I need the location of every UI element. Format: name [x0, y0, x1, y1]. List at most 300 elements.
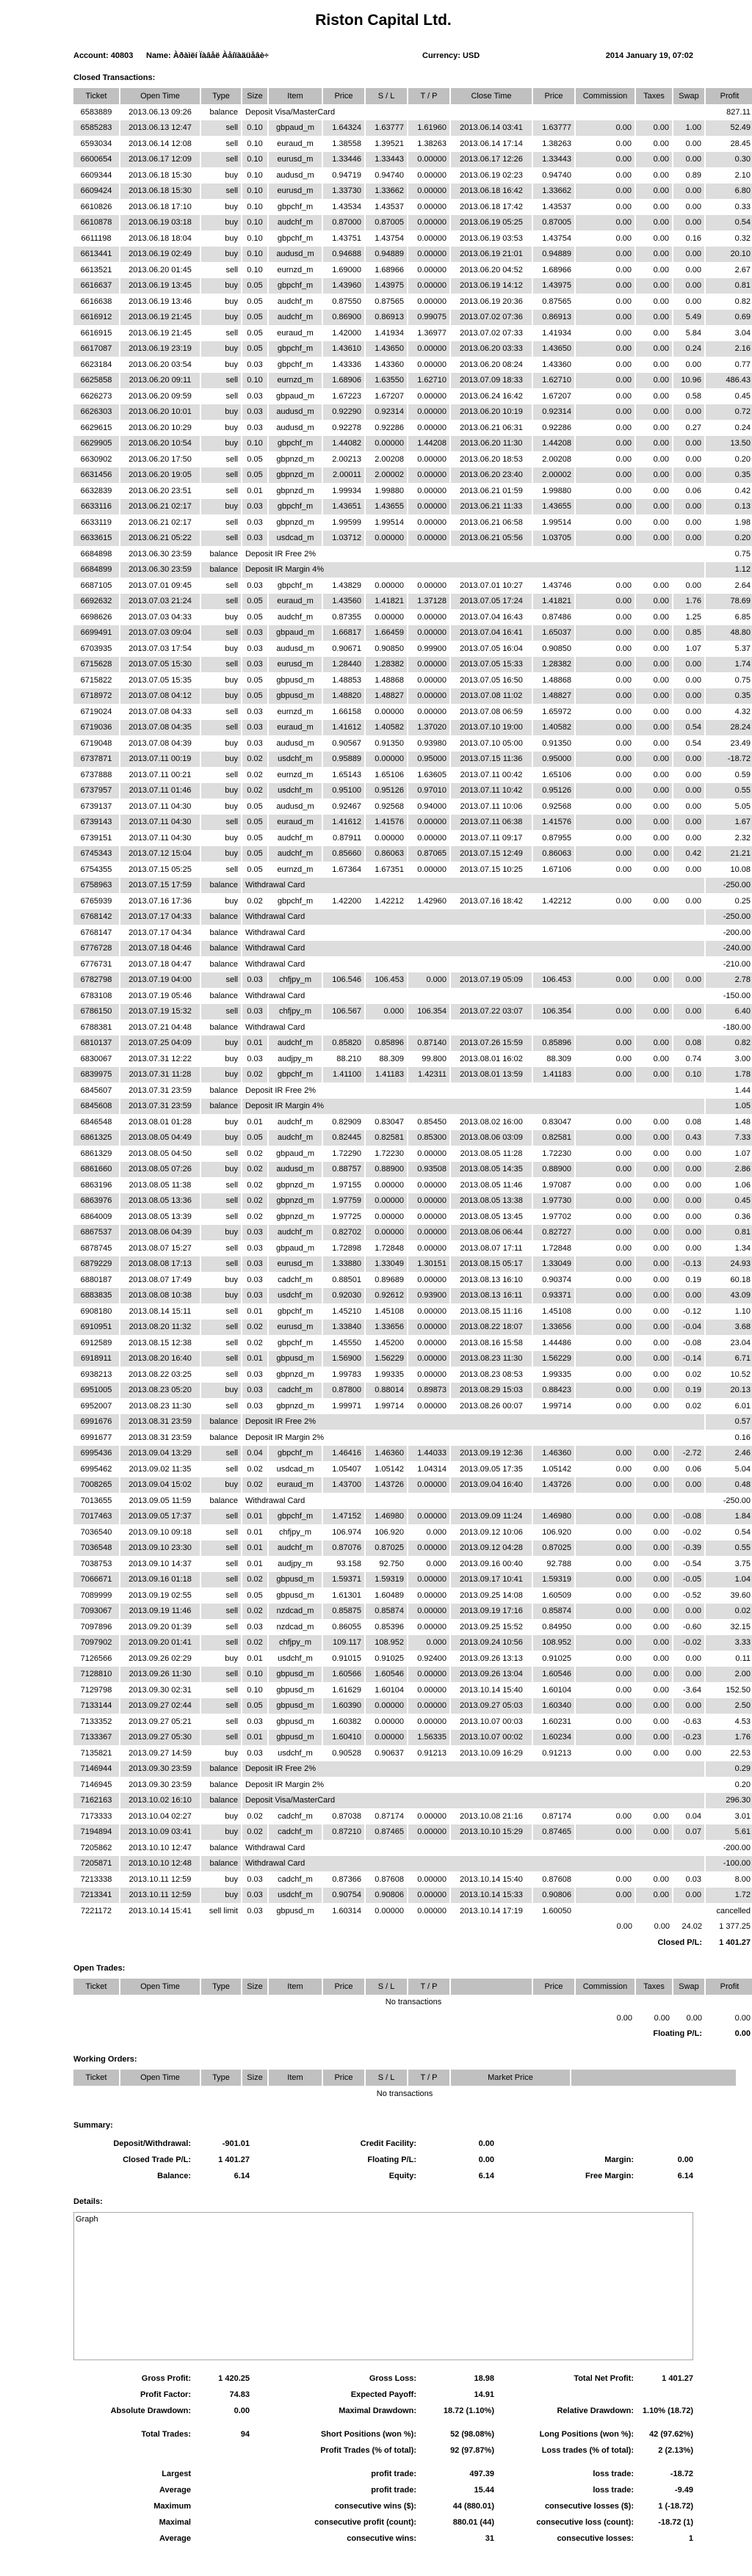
cell-swap: 0.06: [673, 483, 705, 499]
cell-item: gbpchf_m: [268, 230, 322, 247]
cell-close-price: 1.60231: [532, 1714, 575, 1730]
cell-profit: 1.06: [734, 1180, 751, 1190]
cell-profit: -250.00: [705, 878, 752, 894]
cell-open-price: 1.72898: [322, 1240, 365, 1256]
cell-open-time: 2013.10.11 12:59: [120, 1871, 200, 1888]
cell-size: 0.04: [242, 1446, 268, 1462]
cell-ticket: 6878745: [73, 1240, 120, 1256]
cell-commission: 0.00: [575, 325, 635, 341]
cell-description: Deposit IR Margin 2%: [242, 1430, 705, 1446]
stat-label: Relative Drawdown:: [557, 2406, 634, 2415]
cell-swap: 1.76: [673, 594, 705, 610]
cell-swap: 0.58: [673, 388, 705, 404]
cell-open-time: 2013.08.31 23:59: [120, 1430, 200, 1446]
cell-type: buy: [200, 1824, 242, 1841]
cell-item: eurusd_m: [268, 1320, 322, 1336]
column-header: Swap: [673, 88, 705, 104]
cell-sl: 0.90850: [365, 641, 408, 657]
cell-close-time: 2013.09.26 13:13: [450, 1651, 532, 1667]
cell-taxes: 0.00: [635, 404, 673, 421]
cell-taxes: 0.00: [635, 294, 673, 310]
cell-swap: 0.02: [673, 1367, 705, 1383]
cell-type: sell: [200, 1524, 242, 1540]
cell-commission: 0.00: [575, 1067, 635, 1083]
cell-taxes: 0.00: [635, 167, 673, 183]
cell-tp: 0.99075: [408, 310, 450, 326]
cell-taxes: 0.00: [635, 420, 673, 436]
stat-value: 18.72 (1.10%): [443, 2406, 494, 2415]
cell-commission: 0.00: [575, 735, 635, 752]
trade-row: [73, 1903, 752, 1919]
cell-commission: 0.00: [575, 1714, 635, 1730]
cell-ticket: 6938213: [73, 1367, 120, 1383]
cell-close-time: 2013.06.19 20:36: [450, 294, 532, 310]
cell-ticket: 7221172: [73, 1903, 120, 1919]
cell-open-time: 2013.07.03 21:24: [120, 594, 200, 610]
cell-sl: 106.453: [365, 972, 408, 989]
cell-profit: 52.49: [705, 120, 752, 137]
cell-ticket: 6912589: [73, 1335, 120, 1351]
cell-type: sell: [200, 467, 242, 484]
cell-ticket: 6610878: [73, 215, 120, 231]
trade-row: [73, 294, 752, 310]
stat-value: 52 (98.08%): [450, 2429, 494, 2439]
cell-ticket: 6739151: [73, 830, 120, 846]
cell-close-price: 0.82727: [532, 1225, 575, 1241]
cell-close-time: 2013.07.19 05:09: [450, 972, 532, 989]
cell-close-price: 1.28382: [532, 657, 575, 673]
cell-commission: 0.00: [575, 483, 635, 499]
trade-row: [73, 1446, 752, 1462]
cell-size: 0.10: [242, 1682, 268, 1698]
balance-row: [73, 104, 752, 120]
balance-graph: [73, 2212, 693, 2360]
cell-sl: 0.000: [365, 1004, 408, 1020]
cell-close-price: 108.952: [532, 1635, 575, 1651]
cell-item: gbpusd_m: [268, 1587, 322, 1604]
cell-open-price: 1.68906: [322, 373, 365, 389]
cell-taxes: 0.00: [635, 373, 673, 389]
cell-tp: 0.00000: [408, 1367, 450, 1383]
cell-tp: 0.00000: [408, 1888, 450, 1904]
trade-row: [73, 735, 752, 752]
cell-type: sell: [200, 1367, 242, 1383]
cell-open-time: 2013.09.19 02:55: [120, 1587, 200, 1604]
cell-ticket: 6863196: [73, 1177, 120, 1193]
cell-open-time: 2013.06.20 03:54: [120, 357, 200, 373]
cell-type: buy: [200, 1225, 242, 1241]
stat-value: [634, 2136, 693, 2152]
cell-description: Withdrawal Card: [242, 988, 705, 1004]
cell-profit: 5.61: [705, 1824, 752, 1841]
cell-ticket: 6684899: [73, 562, 120, 578]
cell-open-time: 2013.09.05 11:59: [120, 1493, 200, 1509]
cell-profit: -240.00: [705, 941, 752, 957]
cell-ticket: 6715822: [73, 672, 120, 688]
cell-type: balance: [200, 1099, 242, 1115]
cell-ticket: 6768142: [73, 909, 120, 925]
cell-item: cadchf_m: [268, 1871, 322, 1888]
cell-open-time: 2013.07.16 17:36: [120, 893, 200, 909]
cell-type: sell: [200, 1667, 242, 1683]
cell-taxes: 0.00: [635, 830, 673, 846]
cell-close-time: 2013.09.24 10:56: [450, 1635, 532, 1651]
cell-close-price: 1.99880: [532, 483, 575, 499]
cell-ticket: 6633119: [73, 514, 120, 531]
cell-tp: 0.93980: [408, 735, 450, 752]
cell-taxes: 0.00: [635, 609, 673, 625]
cell-swap: 0.00: [673, 294, 705, 310]
total-commission: 0.00: [575, 1919, 635, 1935]
cell-type: sell: [200, 1256, 242, 1273]
cell-close-time: 2013.07.15 12:49: [450, 846, 532, 862]
cell-sl: 0.00000: [365, 1903, 408, 1919]
cell-open-time: 2013.07.03 09:04: [120, 625, 200, 641]
cell-taxes: 0.00: [635, 1556, 673, 1572]
cell-type: sell: [200, 1572, 242, 1588]
cell-ticket: 6616637: [73, 278, 120, 294]
stat-value: 1: [688, 2533, 693, 2543]
cell-open-time: 2013.09.20 01:41: [120, 1635, 200, 1651]
cell-size: 0.01: [242, 1351, 268, 1367]
cell-item: gbpusd_m: [268, 672, 322, 688]
closed-transactions-label: Closed Transactions:: [73, 73, 156, 82]
cell-tp: 1.44208: [408, 436, 450, 452]
cell-close-time: 2013.08.06 06:44: [450, 1225, 532, 1241]
cell-sl: 1.60546: [365, 1667, 408, 1683]
cell-ticket: 7038753: [73, 1556, 120, 1572]
cell-ticket: 6739137: [73, 798, 120, 815]
column-header: Item: [268, 88, 322, 104]
cell-commission: 0.00: [575, 1162, 635, 1178]
cell-swap: 5.84: [673, 325, 705, 341]
cell-sl: 1.56229: [365, 1351, 408, 1367]
cell-swap: 0.00: [673, 199, 705, 215]
cell-sl: 1.43650: [365, 341, 408, 357]
cell-close-time: 2013.08.13 16:11: [450, 1288, 532, 1304]
cell-sl: 0.85396: [365, 1619, 408, 1635]
cell-item: gbpaud_m: [268, 120, 322, 137]
trade-row: [73, 1540, 752, 1557]
cell-swap: 0.00: [673, 688, 705, 705]
closed-pl-row: [73, 1935, 752, 1951]
cell-profit: 43.09: [705, 1288, 752, 1304]
cell-open-price: 1.99599: [322, 514, 365, 531]
cell-profit: 0.36: [734, 1212, 751, 1221]
cell-swap: 0.00: [673, 578, 705, 594]
cell-taxes: 0.00: [635, 341, 673, 357]
cell-type: sell: [200, 1193, 242, 1209]
cell-item: gbpaud_m: [268, 625, 322, 641]
cell-size: 0.05: [242, 672, 268, 688]
cell-type: sell: [200, 120, 242, 137]
cell-taxes: 0.00: [635, 451, 673, 467]
cell-tp: 0.00000: [408, 1351, 450, 1367]
cell-ticket: 6715628: [73, 657, 120, 673]
cell-ticket: 6629615: [73, 420, 120, 436]
closed-pl-value: 1 401.27: [705, 1935, 752, 1951]
trade-row: [73, 1303, 752, 1320]
cell-profit: 4.32: [734, 707, 751, 716]
cell-size: 0.02: [242, 752, 268, 768]
cell-open-time: 2013.09.20 01:39: [120, 1619, 200, 1635]
cell-size: 0.03: [242, 357, 268, 373]
cell-close-time: 2013.08.16 15:58: [450, 1335, 532, 1351]
stat-label: Floating P/L:: [367, 2155, 416, 2164]
stat-value: 42 (97.62%): [649, 2429, 693, 2439]
cell-open-time: 2013.09.30 02:31: [120, 1682, 200, 1698]
working-no-transactions-row: [73, 2086, 736, 2102]
cell-tp: 0.00000: [408, 1335, 450, 1351]
cell-commission: 0.00: [575, 578, 635, 594]
cell-open-time: 2013.08.08 10:38: [120, 1288, 200, 1304]
cell-profit: 3.01: [734, 1811, 751, 1821]
cell-close-price: 0.94889: [532, 247, 575, 263]
cell-profit: 0.20: [705, 531, 752, 547]
cell-swap: 0.00: [673, 451, 705, 467]
cell-swap: 0.00: [673, 404, 705, 421]
cell-size: 0.10: [242, 1667, 268, 1683]
cell-open-time: 2013.09.02 11:35: [120, 1461, 200, 1477]
cell-close-price: 2.00208: [532, 451, 575, 467]
cell-commission: 0.00: [575, 798, 635, 815]
cell-sl: 0.90806: [365, 1888, 408, 1904]
cell-size: 0.02: [242, 893, 268, 909]
cell-profit: 1.74: [705, 657, 752, 673]
cell-close-price: 1.38263: [532, 136, 575, 152]
cell-swap: 0.00: [673, 893, 705, 909]
trade-row: [73, 1730, 752, 1746]
cell-profit: 48.80: [705, 625, 752, 641]
cell-swap: -0.39: [673, 1540, 705, 1557]
cell-size: 0.05: [242, 1130, 268, 1146]
cell-sl: 1.40582: [365, 720, 408, 736]
cell-item: euraud_m: [268, 815, 322, 831]
cell-tp: 0.00000: [408, 499, 450, 515]
cell-taxes: 0.00: [635, 1477, 673, 1493]
cell-swap: 0.43: [673, 1130, 705, 1146]
cell-open-time: 2013.08.23 11:30: [120, 1398, 200, 1414]
cell-commission: 0.00: [575, 199, 635, 215]
cell-commission: 0.00: [575, 1193, 635, 1209]
cell-sl: 0.92286: [365, 420, 408, 436]
cell-tp: 1.62710: [408, 373, 450, 389]
trade-row: [73, 183, 752, 200]
cell-open-time: 2013.06.30 23:59: [120, 562, 200, 578]
cell-profit: cancelled: [716, 1906, 751, 1915]
cell-open-time: 2013.06.20 01:45: [120, 262, 200, 278]
cell-size: 0.05: [242, 467, 268, 484]
cell-item: gbpchf_m: [268, 341, 322, 357]
cell-close-price: 1.44486: [532, 1335, 575, 1351]
cell-swap: 0.00: [673, 183, 705, 200]
open-no-transactions-row: [73, 1995, 752, 2011]
stat-row: [73, 2426, 693, 2442]
cell-ticket: 6880187: [73, 1272, 120, 1288]
cell-tp: 0.00000: [408, 230, 450, 247]
cell-tp: 0.00000: [408, 1177, 450, 1193]
column-header: Commission: [575, 1979, 635, 1995]
cell-ticket: 7213338: [73, 1871, 120, 1888]
balance-row: [73, 1019, 752, 1036]
cell-type: buy: [200, 230, 242, 247]
cell-open-time: 2013.07.05 15:35: [120, 672, 200, 688]
cell-type: sell: [200, 451, 242, 467]
cell-type: buy: [200, 199, 242, 215]
cell-tp: 0.00000: [408, 1903, 450, 1919]
cell-type: sell limit: [200, 1903, 242, 1919]
balance-row: [73, 1761, 752, 1778]
cell-commission: 0.00: [575, 183, 635, 200]
cell-open-price: 1.42000: [322, 325, 365, 341]
cell-commission: 0.00: [575, 752, 635, 768]
cell-size: 0.02: [242, 783, 268, 799]
cell-open-price: 1.43651: [322, 499, 365, 515]
cell-tp: 1.38263: [408, 136, 450, 152]
cell-open-time: 2013.07.17 04:34: [120, 925, 200, 941]
cell-tp: 1.42960: [408, 893, 450, 909]
cell-taxes: 0.00: [635, 531, 673, 547]
cell-tp: 0.00000: [408, 1193, 450, 1209]
cell-profit: 60.18: [730, 1275, 751, 1284]
cell-open-price: 0.92030: [322, 1288, 365, 1304]
cell-commission: 0.00: [575, 641, 635, 657]
cell-open-time: 2013.07.17 04:33: [120, 909, 200, 925]
cell-taxes: 0.00: [635, 136, 673, 152]
cell-item: usdchf_m: [268, 1745, 322, 1761]
cell-open-time: 2013.07.15 05:25: [120, 862, 200, 878]
cell-close-price: 0.85896: [532, 1036, 575, 1052]
cell-open-price: 0.87000: [322, 215, 365, 231]
cell-tp: 0.00000: [408, 1824, 450, 1841]
cell-commission: 0.00: [575, 594, 635, 610]
cell-tp: 0.00000: [408, 1698, 450, 1714]
balance-row: [73, 546, 752, 562]
cell-profit: 1.67: [705, 815, 752, 831]
closed-totals-row: [73, 1919, 752, 1935]
account-name: Name: Àðàìëí Ïàâåë Àåíïàäüåâè÷: [146, 51, 269, 60]
cell-close-time: 2013.07.10 19:00: [450, 720, 532, 736]
cell-tp: 0.00000: [408, 1303, 450, 1320]
trade-row: [73, 1114, 752, 1130]
cell-open-time: 2013.06.14 12:08: [120, 136, 200, 152]
cell-commission: 0.00: [575, 1477, 635, 1493]
cell-profit: 1.84: [705, 1509, 752, 1525]
cell-close-price: 1.43726: [532, 1477, 575, 1493]
cell-size: 0.03: [242, 1240, 268, 1256]
cell-profit: 7.33: [705, 1130, 752, 1146]
cell-tp: 0.00000: [408, 451, 450, 467]
stat-value: 94: [240, 2429, 250, 2439]
stat-label: consecutive wins:: [347, 2533, 416, 2543]
cell-item: audchf_m: [268, 1130, 322, 1146]
cell-size: 0.10: [242, 373, 268, 389]
cell-ticket: 6782798: [73, 972, 120, 989]
cell-close-time: 2013.07.16 18:42: [450, 893, 532, 909]
cell-close-time: 2013.08.06 03:09: [450, 1130, 532, 1146]
cell-profit: 0.69: [705, 310, 752, 326]
cell-profit: 3.75: [734, 1559, 751, 1568]
cell-swap: 0.00: [673, 1162, 705, 1178]
account-number: Account: 40803: [73, 51, 134, 60]
cell-item: gbpnzd_m: [268, 483, 322, 499]
cell-open-price: 1.33730: [322, 183, 365, 200]
cell-description: Deposit IR Margin 4%: [242, 562, 705, 578]
closed-table-header: [73, 88, 752, 104]
cell-open-time: 2013.08.07 15:27: [120, 1240, 200, 1256]
cell-type: buy: [200, 1745, 242, 1761]
cell-item: gbpchf_m: [268, 357, 322, 373]
cell-type: balance: [200, 1761, 242, 1778]
cell-open-price: 1.97759: [322, 1193, 365, 1209]
trade-row: [73, 278, 752, 294]
cell-ticket: 7133144: [73, 1698, 120, 1714]
stat-row: [73, 2442, 693, 2459]
cell-close-time: 2013.10.08 21:16: [450, 1808, 532, 1824]
cell-taxes: 0.00: [635, 972, 673, 989]
cell-item: gbpnzd_m: [268, 1398, 322, 1414]
cell-ticket: 7036540: [73, 1524, 120, 1540]
cell-profit: 21.21: [705, 846, 752, 862]
cell-tp: 0.00000: [408, 247, 450, 263]
trade-row: [73, 167, 752, 183]
cell-item: eurusd_m: [268, 1256, 322, 1273]
cell-swap: 0.00: [673, 815, 705, 831]
cell-commission: 0.00: [575, 152, 635, 168]
cell-size: 0.10: [242, 215, 268, 231]
cell-type: sell: [200, 1698, 242, 1714]
cell-taxes: 0.00: [635, 672, 673, 688]
cell-commission: 0.00: [575, 862, 635, 878]
cell-taxes: 0.00: [635, 641, 673, 657]
stat-label: Free Margin:: [585, 2171, 634, 2180]
trade-row: [73, 436, 752, 452]
cell-open-time: 2013.06.30 23:59: [120, 546, 200, 562]
trade-row: [73, 1335, 752, 1351]
cell-swap: 0.85: [673, 625, 705, 641]
cell-commission: 0.00: [575, 215, 635, 231]
cell-ticket: 6585283: [73, 120, 120, 137]
balance-row: [73, 1793, 752, 1809]
cell-size: 0.02: [242, 1209, 268, 1225]
cell-close-time: 2013.06.20 23:40: [450, 467, 532, 484]
cell-open-price: 1.05407: [322, 1461, 365, 1477]
cell-type: sell: [200, 1209, 242, 1225]
trade-row: [73, 1130, 752, 1146]
cell-open-time: 2013.06.20 17:50: [120, 451, 200, 467]
account-info-row: [73, 51, 693, 60]
cell-size: 0.02: [242, 1162, 268, 1178]
cell-open-price: 1.60314: [322, 1903, 365, 1919]
cell-sl: 0.82581: [365, 1130, 408, 1146]
cell-open-price: 1.69000: [322, 262, 365, 278]
cell-open-time: 2013.07.11 00:21: [120, 767, 200, 783]
cell-ticket: 6776728: [73, 941, 120, 957]
cell-commission: 0.00: [575, 1572, 635, 1588]
cell-item: gbpnzd_m: [268, 467, 322, 484]
cell-open-price: 1.41612: [322, 815, 365, 831]
cell-tp: 0.00000: [408, 688, 450, 705]
cell-profit: 10.52: [730, 1369, 751, 1379]
stat-label: Profit Trades (% of total):: [320, 2445, 416, 2455]
cell-taxes: 0.00: [635, 1888, 673, 1904]
cell-profit: 10.08: [730, 865, 751, 874]
cell-ticket: 6719048: [73, 735, 120, 752]
cell-profit: 3.00: [734, 1054, 751, 1063]
cell-taxes: 0.00: [635, 1272, 673, 1288]
cell-sl: 1.41934: [365, 325, 408, 341]
cell-type: buy: [200, 752, 242, 768]
